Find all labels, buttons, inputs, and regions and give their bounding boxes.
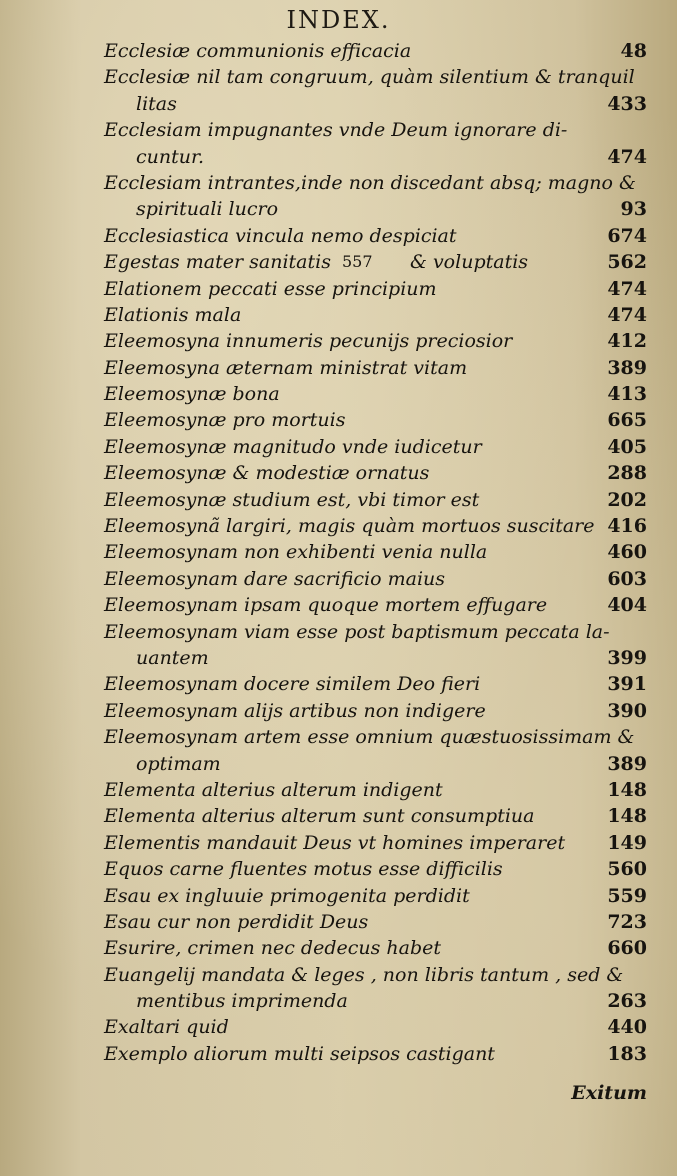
entry-line xyxy=(0,513,677,539)
entry-line xyxy=(0,619,677,645)
entry-text: Elementis mandauit Deus vt homines imperaret xyxy=(104,831,566,854)
entry-text: Ecclesiam intrantes,inde non discedant absq; magno & xyxy=(104,171,636,194)
entry-line xyxy=(0,223,677,249)
entry-text: Egestas mater sanitatis xyxy=(104,251,331,274)
index-entry xyxy=(0,962,677,1015)
index-entry xyxy=(0,777,677,803)
entry-text: Eleemosynæ & modestiæ ornatus xyxy=(104,462,430,485)
index-entry xyxy=(0,302,677,328)
entry-line xyxy=(0,38,677,64)
entry-page-number: 660 xyxy=(607,937,647,960)
entry-line xyxy=(0,1041,677,1067)
entry-page-number: 404 xyxy=(607,594,647,617)
index-entry xyxy=(0,856,677,882)
entry-text: Esau ex ingluuie primogenita perdidit xyxy=(104,884,470,907)
index-entry xyxy=(0,698,677,724)
entry-line xyxy=(0,777,677,803)
entry-line xyxy=(0,1014,677,1040)
entry-line xyxy=(0,460,677,486)
entry-line xyxy=(0,117,677,143)
index-entry xyxy=(0,671,677,697)
entry-line xyxy=(0,487,677,513)
entry-line xyxy=(0,434,677,460)
entry-text: Elationis mala xyxy=(104,303,242,326)
entry-continuation-text: spirituali lucro xyxy=(136,198,279,221)
entry-text: Eleemosynã largiri, magis quàm mortuos suscitare xyxy=(104,515,595,538)
entry-line xyxy=(0,276,677,302)
entry-text: Eleemosynæ bona xyxy=(104,383,280,406)
entry-page-number: 405 xyxy=(607,435,647,458)
entry-text: Equos carne fluentes motus esse difficilis xyxy=(104,858,503,881)
index-entry xyxy=(0,276,677,302)
entry-page-number: 148 xyxy=(607,778,647,801)
entry-text: Eleemosyna innumeris pecunijs preciosior xyxy=(104,330,513,353)
entry-page-number: 474 xyxy=(607,277,647,300)
entry-line xyxy=(0,883,677,909)
entry-text: Ecclesiæ communionis efficacia xyxy=(104,40,412,62)
entry-page-number: 603 xyxy=(607,567,647,590)
entry-page-number: 148 xyxy=(607,805,647,828)
entry-text: Elementa alterius alterum indigent xyxy=(104,778,443,801)
entry-line xyxy=(0,328,677,354)
index-entry xyxy=(0,830,677,856)
index-entry xyxy=(0,223,677,249)
entry-page-number: 399 xyxy=(607,646,647,669)
entry-line xyxy=(0,381,677,407)
entry-continuation-text: optimam xyxy=(136,752,221,775)
entry-page-number: 202 xyxy=(607,488,647,511)
index-entry xyxy=(0,487,677,513)
entry-continuation-line xyxy=(0,988,677,1014)
entry-line xyxy=(0,935,677,961)
entry-line xyxy=(0,724,677,750)
entry-text: Exaltari quid xyxy=(104,1016,229,1039)
entry-text: Elementa alterius alterum sunt consumptiua xyxy=(104,805,535,828)
entry-text: Eleemosynam ipsam quoque mortem effugare xyxy=(104,594,548,617)
index-entry xyxy=(0,803,677,829)
entry-text: Eleemosynæ pro mortuis xyxy=(104,409,346,432)
entry-text: Esurire, crimen nec dedecus habet xyxy=(104,937,442,960)
entry-text: Eleemosynam viam esse post baptismum peccata la- xyxy=(104,620,610,643)
index-entry xyxy=(0,539,677,565)
entry-text: Ecclesiæ nil tam congruum, quàm silentium & tranquil xyxy=(104,66,635,89)
entry-line xyxy=(0,302,677,328)
entry-line xyxy=(0,170,677,196)
index-entry xyxy=(0,117,677,170)
index-entry xyxy=(0,355,677,381)
entry-line xyxy=(0,407,677,433)
entry-page-number: 390 xyxy=(607,699,647,722)
entry-page-number: 474 xyxy=(607,145,647,168)
entry-line xyxy=(0,671,677,697)
entry-text: Eleemosynæ studium est, vbi timor est xyxy=(104,488,480,511)
index-entry xyxy=(0,935,677,961)
index-entry xyxy=(0,883,677,909)
index-entries xyxy=(0,38,677,1067)
index-entry xyxy=(0,909,677,935)
entry-continuation-line xyxy=(0,645,677,671)
entry-page-number: 413 xyxy=(607,383,647,406)
entry-text-continued: & voluptatis xyxy=(410,251,529,274)
entry-page-number: 474 xyxy=(607,303,647,326)
entry-text: Elationem peccati esse principium xyxy=(104,277,437,300)
index-entry xyxy=(0,249,677,275)
index-entry xyxy=(0,566,677,592)
entry-page-number: 560 xyxy=(607,858,647,881)
index-entry xyxy=(0,592,677,618)
entry-page-number: 665 xyxy=(607,409,647,432)
entry-text: Ecclesiam impugnantes vnde Deum ignorare di- xyxy=(104,119,568,142)
index-entry xyxy=(0,434,677,460)
entry-text: Eleemosynam artem esse omnium quæstuosissimam & xyxy=(104,726,635,749)
entry-text: Ecclesiastica vincula nemo despiciat xyxy=(104,224,457,247)
entry-page-number: 183 xyxy=(607,1042,647,1065)
index-entry xyxy=(0,170,677,223)
page-header: INDEX. xyxy=(286,6,391,34)
entry-text: Eleemosynam dare sacrificio maius xyxy=(104,567,446,590)
entry-continuation-line xyxy=(0,91,677,117)
entry-line xyxy=(0,566,677,592)
entry-continuation-line xyxy=(0,196,677,222)
entry-page-number: 391 xyxy=(607,673,647,696)
entry-page-number: 559 xyxy=(607,884,647,907)
index-entry xyxy=(0,38,677,64)
entry-text: Exemplo aliorum multi seipsos castigant xyxy=(104,1042,495,1065)
entry-page-number: 389 xyxy=(607,752,647,775)
entry-line xyxy=(0,355,677,381)
entry-continuation-line xyxy=(0,144,677,170)
entry-line xyxy=(0,830,677,856)
entry-page-number: 149 xyxy=(607,831,647,854)
entry-text: Eleemosyna æternam ministrat vitam xyxy=(104,356,468,379)
entry-page-number: 263 xyxy=(607,990,647,1013)
entry-page-number: 562 xyxy=(607,251,647,274)
entry-continuation-text: uantem xyxy=(136,646,209,669)
entry-text: Eleemosynæ magnitudo vnde iudicetur xyxy=(104,435,482,458)
entry-line xyxy=(0,539,677,565)
index-entry xyxy=(0,1041,677,1067)
entry-page-number: 433 xyxy=(607,92,647,115)
index-entry xyxy=(0,513,677,539)
entry-page-number: 723 xyxy=(607,910,647,933)
entry-line xyxy=(0,962,677,988)
entry-line xyxy=(0,803,677,829)
entry-text: Eleemosynam non exhibenti venia nulla xyxy=(104,541,488,564)
index-entry xyxy=(0,64,677,117)
entry-continuation-text: cuntur. xyxy=(136,145,205,168)
entry-text: Eleemosynam alijs artibus non indigere xyxy=(104,699,486,722)
entry-page-number: 440 xyxy=(607,1016,647,1039)
entry-continuation-text: mentibus imprimenda xyxy=(136,990,348,1013)
entry-continuation-line xyxy=(0,751,677,777)
index-entry xyxy=(0,460,677,486)
entry-line xyxy=(0,64,677,90)
entry-page-number: 412 xyxy=(607,330,647,353)
entry-line xyxy=(0,249,677,275)
entry-page-number: 416 xyxy=(607,515,647,538)
entry-page-number: 460 xyxy=(607,541,647,564)
index-entry xyxy=(0,381,677,407)
index-entry xyxy=(0,407,677,433)
entry-continuation-text: litas xyxy=(136,92,177,115)
entry-line xyxy=(0,698,677,724)
entry-line xyxy=(0,592,677,618)
entry-line xyxy=(0,856,677,882)
catchword: Exitum xyxy=(571,1082,647,1104)
entry-extra-page: 557 xyxy=(342,252,373,272)
entry-text: Euangelij mandata & leges , non libris tantum , sed & xyxy=(104,963,624,986)
entry-page-number: 48 xyxy=(620,40,647,62)
entry-page-number: 674 xyxy=(607,224,647,247)
index-entry xyxy=(0,619,677,672)
entry-line xyxy=(0,909,677,935)
index-entry xyxy=(0,328,677,354)
entry-page-number: 288 xyxy=(607,462,647,485)
index-entry xyxy=(0,1014,677,1040)
entry-text: Esau cur non perdidit Deus xyxy=(104,910,369,933)
entry-page-number: 389 xyxy=(607,356,647,379)
index-entry xyxy=(0,724,677,777)
entry-text: Eleemosynam docere similem Deo fieri xyxy=(104,673,481,696)
entry-page-number: 93 xyxy=(620,198,647,221)
